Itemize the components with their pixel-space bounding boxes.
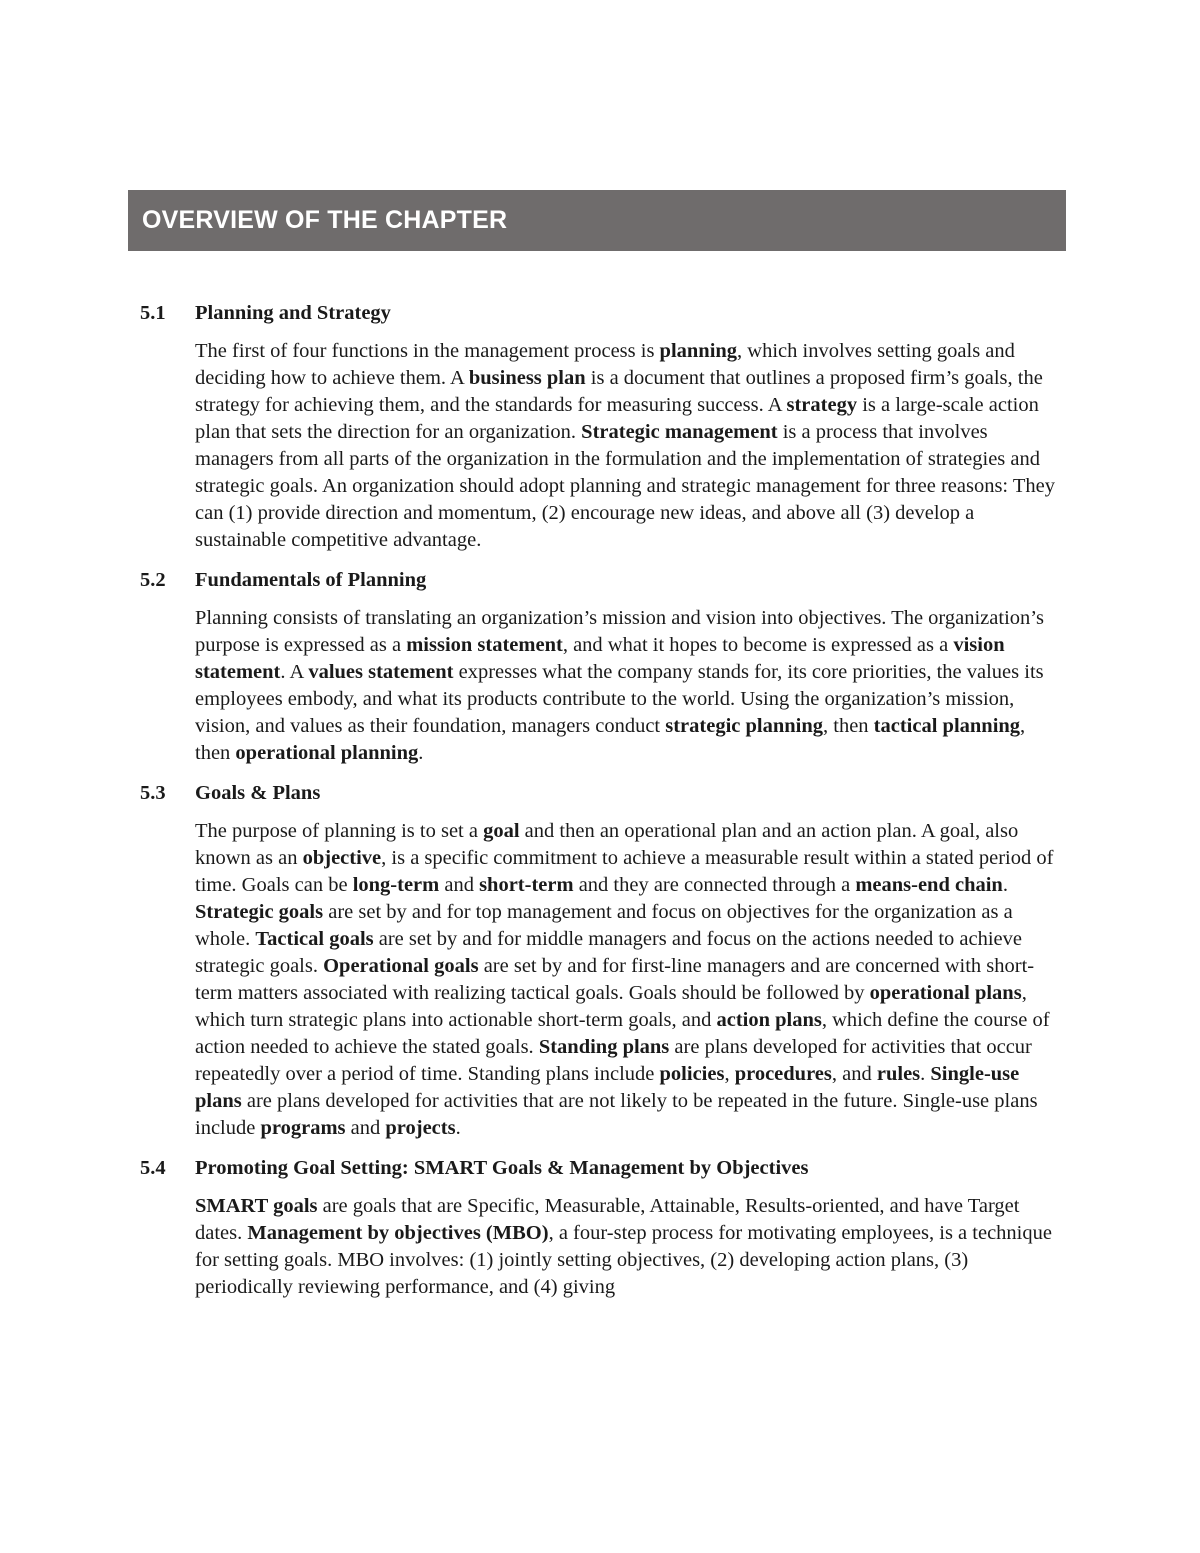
bold-term: goal (483, 820, 520, 842)
bold-term: objective (302, 847, 382, 869)
bold-term: Management by objectives (MBO) (247, 1222, 549, 1244)
sections-container (140, 300, 1070, 1314)
bold-term: Strategic goals (195, 901, 324, 923)
text-run: , which involves setting goals and deciding how to achieve them. A (195, 340, 1015, 389)
bold-term: planning (659, 340, 738, 362)
text-run: , then (823, 715, 874, 737)
text-run: is a document that outlines a proposed firm’s goals, the strategy for achieving them, and the standards for measuring success. A (195, 367, 1043, 416)
bold-term: operational planning (235, 742, 419, 764)
bold-term: projects (385, 1117, 456, 1139)
bold-term: strategic planning (665, 715, 823, 737)
text-run: , which turn strategic plans into actionable short-term goals, and (195, 982, 1027, 1031)
section-paragraph (195, 818, 1065, 1142)
bold-term: business plan (468, 367, 586, 389)
bold-term: Strategic management (581, 421, 778, 443)
text-run: , then (195, 715, 1026, 764)
text-run: and (439, 874, 480, 896)
section-heading (140, 1155, 1070, 1182)
text-run: and then an operational plan and an action plan. A goal, also known as an (195, 820, 1019, 869)
section-paragraph (195, 605, 1065, 767)
text-run: , a four-step process for motivating employees, is a technique for setting goals. MBO involves: (1) jointly setting objectives, (2) developing action plans, (3) periodically reviewing performance, and (4) giving (195, 1222, 1052, 1298)
text-run: is a process that involves managers from all parts of the organization in the formulation and the implementation of strategies and strategic goals. An organization should adopt planning and strategic management for three reasons: They can (1) provide direction and momentum, (2) encourage new ideas, and above all (3) develop a sustainable competitive advantage. (195, 421, 1055, 551)
text-run: and they are connected through a (573, 874, 856, 896)
bold-term: mission statement (406, 634, 563, 656)
section-5-1 (140, 300, 1070, 554)
section-paragraph (195, 338, 1065, 554)
text-run: , and what it hopes to become is expressed as a (562, 634, 954, 656)
bold-term: Tactical goals (255, 928, 374, 950)
section-5-2 (140, 567, 1070, 767)
section-number: 5.3 (140, 782, 166, 804)
bold-term: short-term (479, 874, 574, 896)
text-run: expresses what the company stands for, its core priorities, the values its employees embody, and what its products contribute to the world. Using the organization’s mission, vision, and values as their foundation, managers conduct (195, 661, 1044, 737)
bold-term: Standing plans (538, 1036, 670, 1058)
section-number: 5.4 (140, 1157, 166, 1179)
section-5-4 (140, 1155, 1070, 1301)
section-heading (140, 780, 1070, 807)
text-run: , and (831, 1063, 877, 1085)
bold-term: operational plans (869, 982, 1022, 1004)
bold-term: Single-use plans (195, 1063, 1020, 1112)
text-run: . A (280, 661, 309, 683)
bold-term: tactical planning (873, 715, 1021, 737)
banner-title: OVERVIEW OF THE CHAPTER (142, 206, 508, 234)
section-title: Planning and Strategy (195, 302, 391, 324)
bold-term: means-end chain (855, 874, 1003, 896)
text-run: is a large-scale action plan that sets the direction for an organization. (195, 394, 1039, 443)
bold-term: action plans (716, 1009, 822, 1031)
bold-term: SMART goals (195, 1195, 318, 1217)
text-run: Planning consists of translating an organization’s mission and vision into objectives. The organization’s purpose is expressed as a (195, 607, 1044, 656)
text-run: are set by and for middle managers and focus on the actions needed to achieve strategic goals. (195, 928, 1022, 977)
bold-term: Operational goals (323, 955, 479, 977)
section-paragraph (195, 1193, 1065, 1301)
text-run: and (345, 1117, 386, 1139)
section-title: Fundamentals of Planning (195, 569, 427, 591)
bold-term: procedures (734, 1063, 832, 1085)
section-title: Promoting Goal Setting: SMART Goals & Management by Objectives (195, 1157, 809, 1179)
chapter-overview-banner (128, 190, 1066, 251)
text-run: are set by and for first-line managers and are concerned with short-term matters associated with realizing tactical goals. Goals should be followed by (195, 955, 1035, 1004)
section-heading (140, 567, 1070, 594)
text-run: . (418, 742, 424, 764)
section-title: Goals & Plans (195, 782, 321, 804)
text-run: , which define the course of action needed to achieve the stated goals. (195, 1009, 1050, 1058)
section-heading (140, 300, 1070, 327)
text-run: . (455, 1117, 461, 1139)
text-run: The purpose of planning is to set a (195, 820, 484, 842)
section-number: 5.2 (140, 569, 166, 591)
text-run: are goals that are Specific, Measurable, Attainable, Results-oriented, and have Target dates. (195, 1195, 1020, 1244)
text-run: are plans developed for activities that occur repeatedly over a period of time. Standing plans include (195, 1036, 1032, 1085)
section-5-3 (140, 780, 1070, 1142)
bold-term: rules (876, 1063, 921, 1085)
bold-term: long-term (352, 874, 440, 896)
bold-term: vision statement (195, 634, 1005, 683)
bold-term: values statement (308, 661, 454, 683)
text-run: , (724, 1063, 735, 1085)
text-run: are plans developed for activities that are not likely to be repeated in the future. Single-use plans include (195, 1090, 1038, 1139)
text-run: , is a specific commitment to achieve a measurable result within a stated period of time. Goals can be (195, 847, 1054, 896)
bold-term: policies (659, 1063, 725, 1085)
text-run: The first of four functions in the management process is (195, 340, 660, 362)
text-run: . (1002, 874, 1008, 896)
text-run: are set by and for top management and focus on objectives for the organization as a whole. (195, 901, 1013, 950)
bold-term: programs (260, 1117, 346, 1139)
section-number: 5.1 (140, 302, 166, 324)
text-run: . (920, 1063, 931, 1085)
bold-term: strategy (786, 394, 858, 416)
